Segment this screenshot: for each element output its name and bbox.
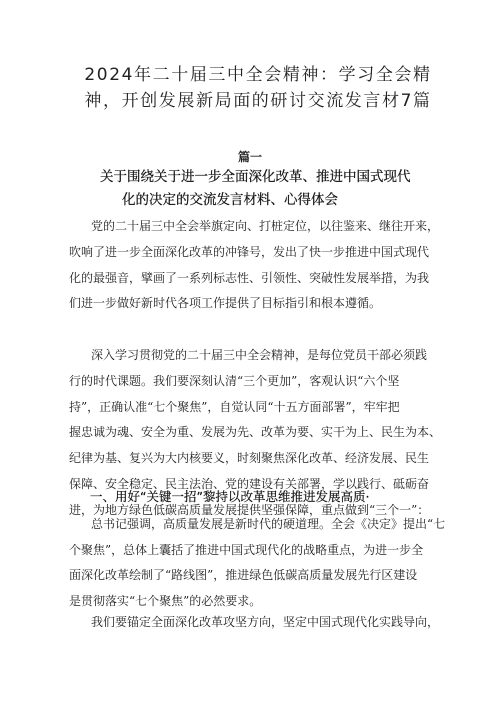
- body-paragraph: [69, 214, 439, 317]
- paragraph-line: 个聚焦”，总体上囊括了推进中国式现代化的战略重点，为进一步全: [69, 542, 424, 557]
- paragraph-line: 们进一步做好新时代各项工作提供了目标指引和根本遵循。: [69, 296, 382, 311]
- document-title: [58, 62, 458, 114]
- article-title-line: 关于围绕关于进一步全面深化改革、推进中国式现代: [100, 169, 411, 185]
- body-paragraph: [69, 512, 446, 614]
- paragraph-line: 握忠诚为魂、安全为重、发展为先、改革为要、实干为上、民生为本、: [69, 425, 442, 440]
- paragraph-line: 持”，正确认准“七个聚焦”，自觉认同“十五方面部署”，牢牢把: [69, 399, 400, 414]
- paragraph-line: 我们要锚定全面深化改革攻坚方向，坚定中国式现代化实践导向，: [91, 615, 440, 629]
- paragraph-line: 行的时代课题。我们要深刻认清“三个更加”，客观认识“六个坚: [69, 373, 400, 388]
- paragraph-line: 纪律为基、复兴为大内核要义，时刻聚焦深化改革、经济发展、民生: [69, 451, 430, 466]
- paragraph-line: 总书记强调，高质量发展是新时代的硬道理。全会《决定》提出“七: [91, 517, 446, 531]
- article-title: [100, 166, 440, 212]
- body-paragraph: [69, 610, 439, 636]
- paragraph-line: 化的最强音，擘画了一系列标志性、引领性、突破性发展举措，为我: [69, 270, 430, 285]
- paragraph-line: 是贯彻落实“七个聚焦”的必然要求。: [69, 593, 262, 608]
- document-title-line: 2024年二十届三中全会精神：学习全会精: [84, 65, 432, 85]
- paragraph-line: 吹响了进一步全面深化改革的冲锋号，发出了快一步推进中国式现代: [69, 244, 430, 259]
- article-title-line: 化的决定的交流发言材料、心得体会: [122, 192, 338, 208]
- section-subheading: 一、用好“关键一招”黎持以改革思维推进发展高质·: [90, 489, 370, 504]
- paragraph-line: 深入学习贯彻党的二十届三中全会精神，是每位党员干部必须践: [91, 348, 428, 362]
- document-title-line: 神，开创发展新局面的研讨交流发言材7篇: [84, 91, 432, 111]
- section-label: 篇一: [237, 150, 262, 164]
- paragraph-line: 党的二十届三中全会举旗定向、打桩定位，以往鉴来、继往开来，: [91, 219, 440, 233]
- paragraph-line: 进，为地方绿色低碳高质量发展提供坚强保障，重点做到“三个一”：: [69, 502, 430, 517]
- paragraph-line: 面深化改革绘制了“路线图”，推进绿色低碳高质量发展先行区建设: [69, 568, 418, 583]
- paragraph-line: 保障、安全稳定、民主法治、党的建设有关部署，学以践行、砥砺奋: [69, 476, 430, 491]
